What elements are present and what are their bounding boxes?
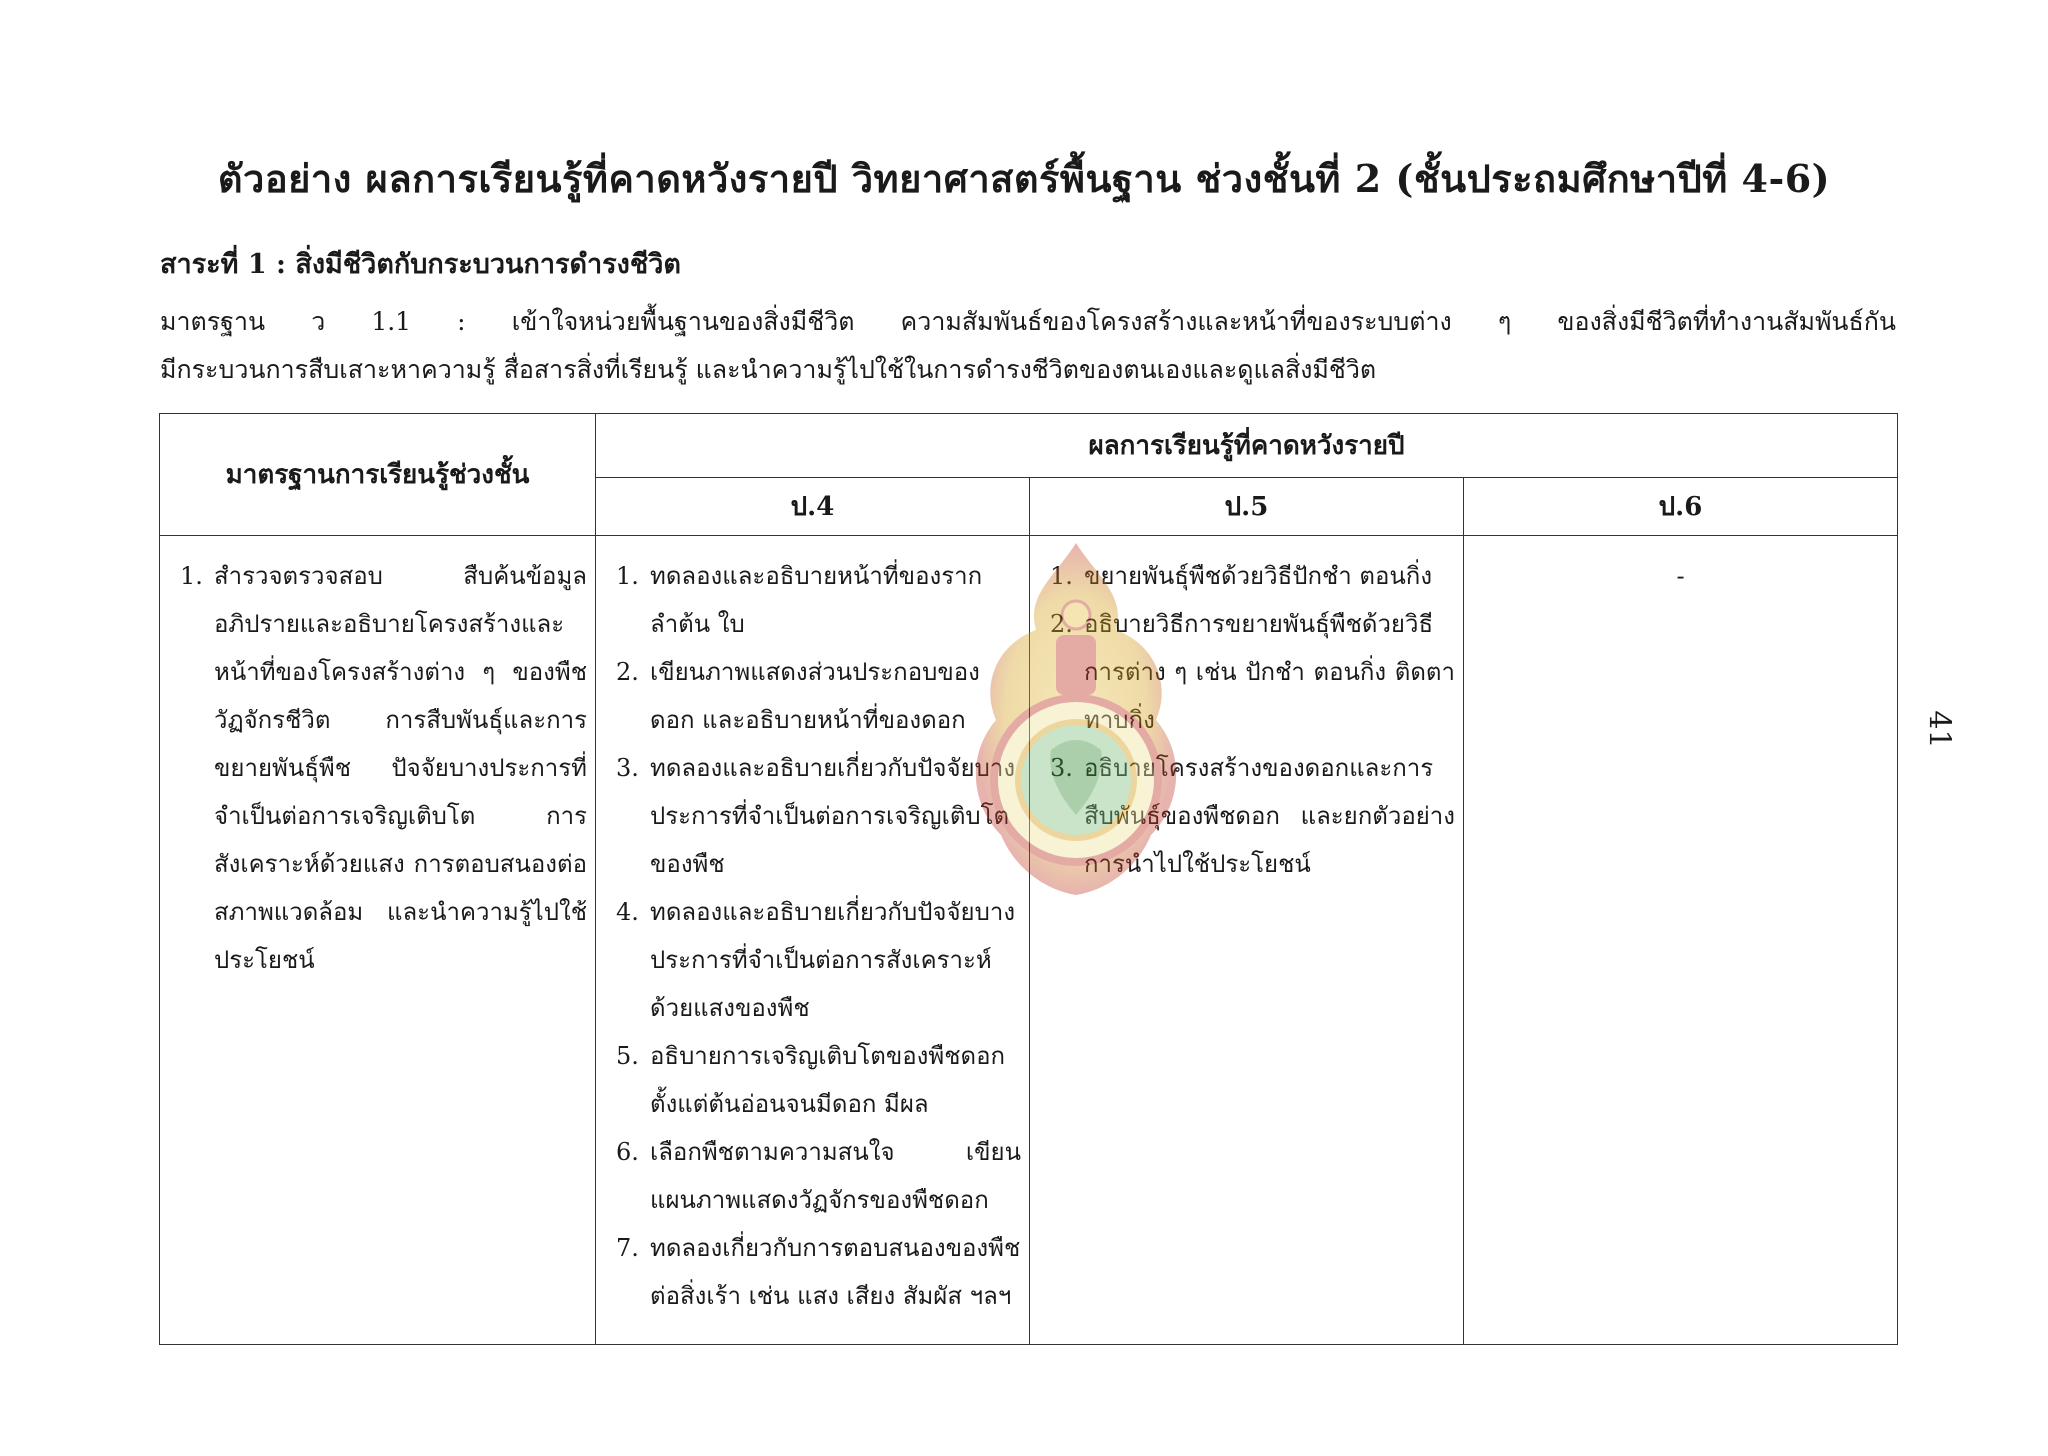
item-number: 3. xyxy=(1050,754,1073,782)
list-item xyxy=(1050,552,1455,600)
item-number: 1. xyxy=(180,562,203,590)
page-number: 41 xyxy=(1921,710,1957,749)
item-number: 5. xyxy=(616,1042,639,1070)
outcomes-table xyxy=(159,413,1898,1345)
grade-5-items-cell xyxy=(1030,536,1464,1345)
header-outcomes: ผลการเรียนรู้ที่คาดหวังรายปี xyxy=(596,414,1898,478)
list-item xyxy=(616,648,1021,744)
item-number: 2. xyxy=(1050,610,1073,638)
item-text: ทดลองและอธิบายหน้าที่ของราก ลำต้น ใบ xyxy=(650,562,983,638)
list-item xyxy=(616,552,1021,648)
item-text: เขียนภาพแสดงส่วนประกอบของดอก และอธิบายหน้าที่ของดอก xyxy=(650,658,980,734)
item-text: อธิบายการเจริญเติบโตของพืชดอกตั้งแต่ต้นอ่อนจนมีดอก มีผล xyxy=(650,1042,1006,1118)
header-grade-6: ป.6 xyxy=(1464,478,1898,536)
list-item xyxy=(1050,600,1455,744)
item-number: 4. xyxy=(616,898,639,926)
item-number: 1. xyxy=(1050,562,1073,590)
item-text: ทดลองและอธิบายเกี่ยวกับปัจจัยบางประการที่จำเป็นต่อการสังเคราะห์ด้วยแสงของพืช xyxy=(650,898,1016,1022)
standard-line-1: มาตรฐาน ว 1.1 : เข้าใจหน่วยพื้นฐานของสิ่งมีชีวิต ความสัมพันธ์ของโครงสร้างและหน้าที่ของระบบต่าง ๆ ของสิ่งมีชีวิตที่ทำงานสัมพันธ์กัน xyxy=(160,307,1896,336)
item-number: 2. xyxy=(616,658,639,686)
header-standard: มาตรฐานการเรียนรู้ช่วงชั้น xyxy=(160,414,596,536)
list-item xyxy=(1050,744,1455,888)
item-number: 7. xyxy=(616,1234,639,1262)
item-text: ทดลองและอธิบายเกี่ยวกับปัจจัยบางประการที่จำเป็นต่อการเจริญเติบโตของพืช xyxy=(650,754,1016,878)
item-text: อธิบายโครงสร้างของดอกและการสืบพันธุ์ของพืชดอก และยกตัวอย่างการนำไปใช้ประโยชน์ xyxy=(1084,754,1455,878)
list-item xyxy=(616,1032,1021,1128)
grade-6-cell: - xyxy=(1464,536,1898,1345)
standard-items-cell xyxy=(160,536,596,1345)
item-text: สำรวจตรวจสอบ สืบค้นข้อมูล อภิปรายและอธิบายโครงสร้างและหน้าที่ของโครงสร้างต่าง ๆ ของพืช วัฏจักรชีวิต การสืบพันธุ์และการขยายพันธุ์พืช ปัจจัยบางประการที่จำเป็นต่อการเจริญเติบโต การสังเคราะห์ด้วยแสง การตอบสนองต่อสภาพแวดล้อม และนำความรู้ไปใช้ประโยชน์ xyxy=(214,562,587,974)
item-text: ทดลองเกี่ยวกับการตอบสนองของพืชต่อสิ่งเร้า เช่น แสง เสียง สัมผัส ฯลฯ xyxy=(650,1234,1021,1310)
standard-line-2: มีกระบวนการสืบเสาะหาความรู้ สื่อสารสิ่งที่เรียนรู้ และนำความรู้ไปใช้ในการดำรงชีวิตของตนเองและดูแลสิ่งมีชีวิต xyxy=(160,355,1377,384)
item-number: 3. xyxy=(616,754,639,782)
header-grade-5: ป.5 xyxy=(1030,478,1464,536)
grade-5-items-list xyxy=(1050,552,1455,888)
item-text: อธิบายวิธีการขยายพันธุ์พืชด้วยวิธีการต่าง ๆ เช่น ปักชำ ตอนกิ่ง ติดตา ทาบกิ่ง xyxy=(1084,610,1455,734)
item-text: เลือกพืชตามความสนใจ เขียนแผนภาพแสดงวัฏจักรของพืชดอก xyxy=(650,1138,1021,1214)
grade-4-items-list xyxy=(616,552,1021,1320)
list-item xyxy=(180,552,587,984)
strand-heading: สาระที่ 1 : สิ่งมีชีวิตกับกระบวนการดำรงชีวิต xyxy=(160,249,681,280)
list-item xyxy=(616,1128,1021,1224)
item-number: 1. xyxy=(616,562,639,590)
item-text: ขยายพันธุ์พืชด้วยวิธีปักชำ ตอนกิ่ง xyxy=(1084,562,1433,590)
standard-items-list xyxy=(180,552,587,984)
standard-description xyxy=(160,298,1896,394)
list-item xyxy=(616,888,1021,1032)
header-grade-4: ป.4 xyxy=(596,478,1030,536)
grade-4-items-cell xyxy=(596,536,1030,1345)
item-number: 6. xyxy=(616,1138,639,1166)
list-item xyxy=(616,744,1021,888)
page-title: ตัวอย่าง ผลการเรียนรู้ที่คาดหวังรายปี วิทยาศาสตร์พื้นฐาน ช่วงชั้นที่ 2 (ชั้นประถมศึกษาปีที่ 4-6) xyxy=(217,156,1831,201)
list-item xyxy=(616,1224,1021,1320)
